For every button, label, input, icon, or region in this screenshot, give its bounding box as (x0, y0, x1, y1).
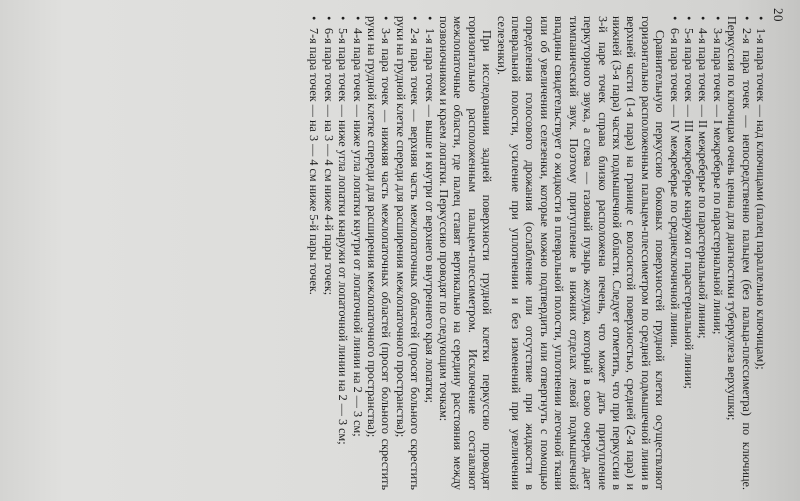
list-item: •1-я пара точек — над ключицами (палец параллельно ключицам); (754, 16, 768, 370)
list-item: •2-я пара точек — непосредственно пальцем (без пальца-плессиметра) по ключице. Перкуссия по ключицам очень ценна для диагностики туберкулеза верхушки; (725, 16, 754, 490)
list-item: •3-я пара точек — I межреберье по парастернальной линии; (710, 16, 725, 335)
page-number: 20 (771, 8, 786, 22)
list-item: •3-я пара точек — нижняя часть межлопаточных областей (просят больного скрестить руки на грудной клетке спереди для расширения межлопаточного пространства); (365, 16, 394, 490)
list-item: •4-я пара точек — ниже угла лопатки кнутри от лопаточной линии на 2 — 3 см; (350, 16, 365, 437)
list-item: •1-я пара точек — выше и кнутри от верхнего внутреннего края лопатки; (422, 16, 437, 404)
list-item: •5-я пара точек — ниже угла лопатки кнаружи от лопаточной линии на 2 — 3 см; (336, 16, 351, 445)
list-item: •7-я пара точек — на 3 — 4 см ниже 5-й пары точек. (307, 16, 322, 295)
list-item: •5-я пара точек — III межреберье кнаружи от парастернальной линии; (681, 16, 696, 389)
paragraph: При исследовании задней поверхности грудной клетки перкуссию проводят горизонтально расположенным пальцем-плессиметром. Исключение составляют межлопаточные области, где палец ставят вертикально на середину расстояния между позвоночником и краем лопатки. Перкуссию проводят по следующим точкам: (437, 16, 495, 490)
list-item: •6-я пара точек — на 3 — 4 см ниже 4-й пары точек; (321, 16, 336, 296)
paragraph: Сравнительную перкуссию боковых поверхностей грудной клетки осуществляют горизонтально расположенным пальцем-плессиметром по средней подмышечной линии в верхней части (1-я пара) на границе с волосистой поверхностью, средней (2-я пара) и нижней (3-я пара) частях подмышечной области. Следует отметить, что при перкуссии в 3-й паре точек справа близко расположена печень, что может дать притупление перкуторного звука, а слева — газовый пузырь желудка, который в свою очередь дает тимпанический звук. Поэтому притупление в нижних отделах левой подмышечной впадины свидетельствует о жидкости в плевральной полости, уплотнении легочной ткани или об увеличении селезенки, которые можно подтвердить или отвергнуть с помощью определения голосового дрожания (ослабление или отсутствие при жидкости в плевральной полости, усиление при уплотнении и без изменений при увеличении селезенки). (494, 16, 668, 490)
list-item: •6-я пара точек — IV межреберье по среднеключичной линии. (667, 16, 682, 348)
body-text (307, 16, 770, 490)
list-item: •4-я пара точек — II межреберье по парастернальной линии; (696, 16, 711, 339)
list-item: •2-я пара точек — верхняя часть межлопаточных областей (просят больного скрестить руки на грудной клетке спереди для расширения межлопаточного пространства); (393, 16, 423, 490)
